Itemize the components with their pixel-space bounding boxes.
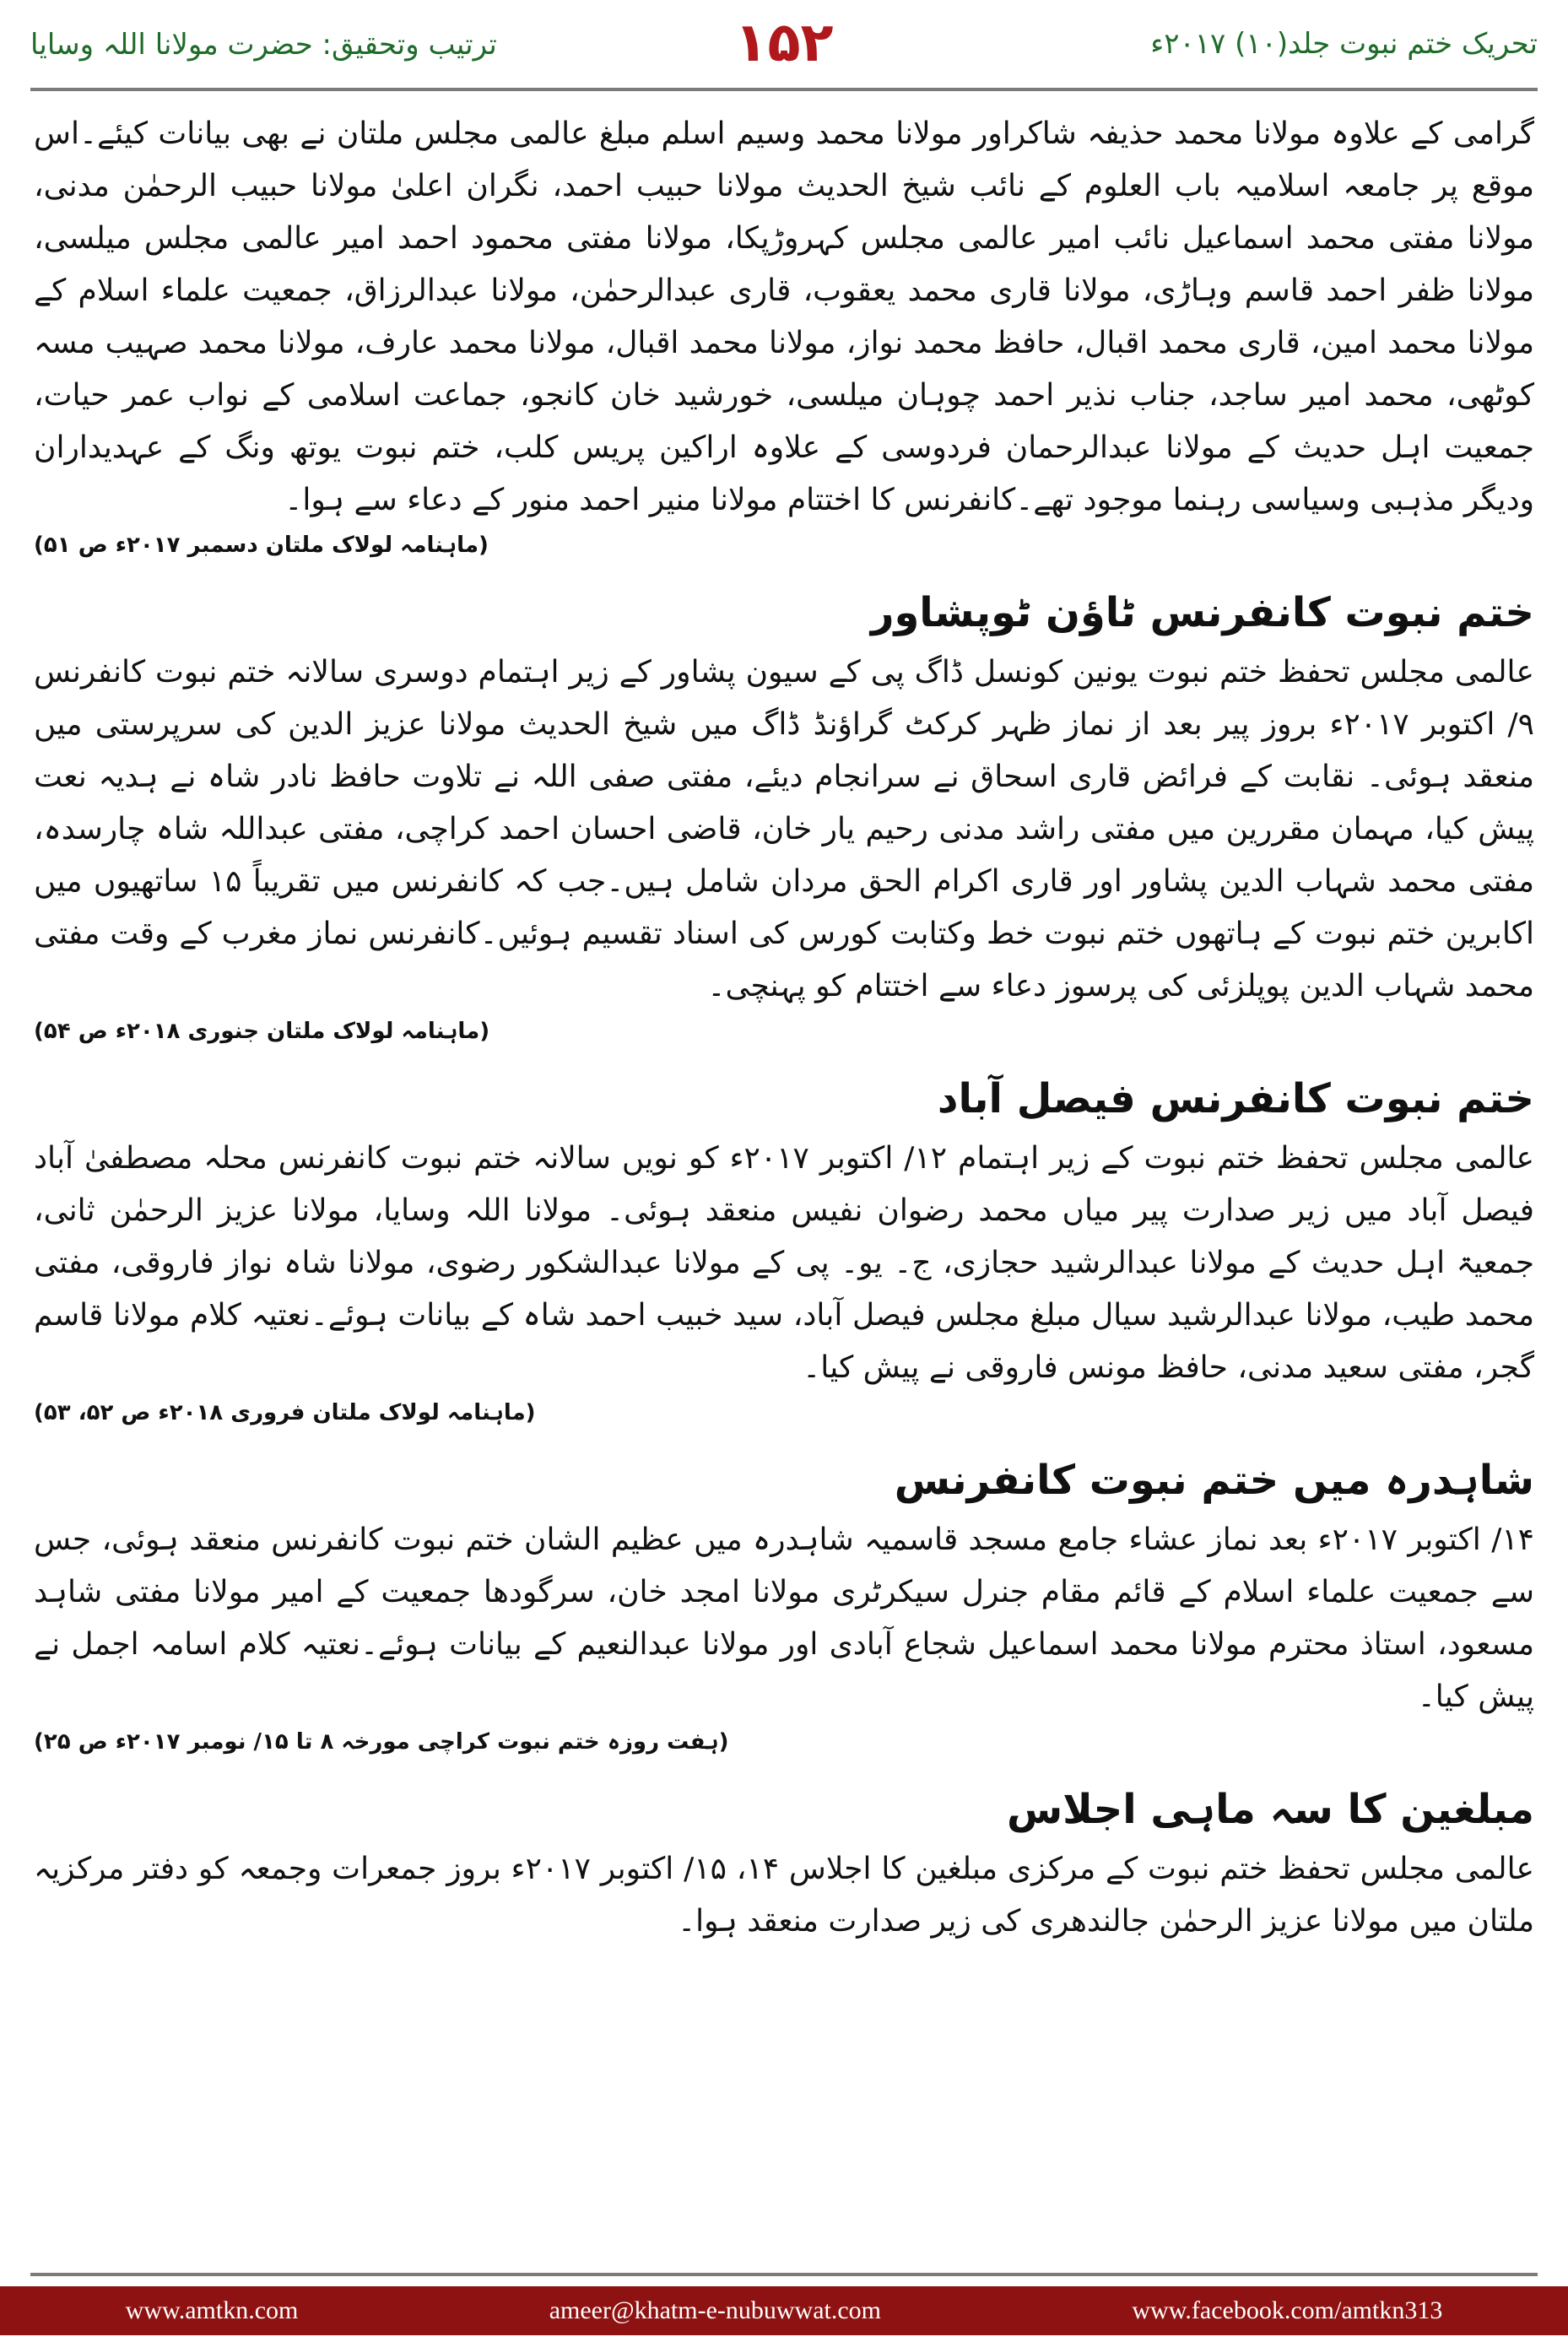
header-divider [30,88,1538,91]
section-shahdara-conference [34,1447,1534,1761]
section-heading: ختم نبوت کانفرنس ٹاؤن ٹوپشاور [870,589,1534,636]
section-heading: ختم نبوت کانفرنس فیصل آباد [937,1075,1534,1122]
footer-facebook-link[interactable]: www.facebook.com/amtkn313 [1132,2296,1443,2324]
source-reference: (ماہنامہ لولاک ملتان فروری ۲۰۱۸ء ص ۵۲، ۵۳) [34,1400,536,1425]
source-reference: (ہفت روزہ ختم نبوت کراچی مورخہ ۸ تا ۱۵/ نومبر ۲۰۱۷ء ص ۲۵) [34,1729,729,1755]
paragraph: عالمی مجلس تحفظ ختم نبوت کے زیر اہتمام ۱۲/ اکتوبر ۲۰۱۷ء کو نویں سالانہ ختم نبوت کانفرنس محلہ مصطفیٰ آباد فیصل آباد میں زیر صدارت پیر میاں محمد رضوان نفیس منعقد ہوئی۔ مولانا اللہ وسایا، مولانا عزیز الرحمٰن ثانی، جمعیۃ اہل حدیث کے مولانا عبدالرشید حجازی، ج۔ یو۔ پی کے مولانا عبدالشکور رضوی، مولانا شاہ نواز فاروقی، مفتی محمد طیب، مولانا عبدالرشید سیال مبلغ مجلس فیصل آباد، سید خبیب احمد شاہ کے بیانات ہوئے۔نعتیہ کلام مولانا قاسم گجر، مفتی سعید مدنی، حافظ مونس فاروقی نے پیش کیا۔ [34,1141,1534,1385]
section-heading: مبلغین کا سہ ماہی اجلاس [1006,1786,1534,1833]
section-heading: شاہدرہ میں ختم نبوت کانفرنس [894,1457,1534,1504]
paragraph: عالمی مجلس تحفظ ختم نبوت کے مرکزی مبلغین کا اجلاس ۱۴، ۱۵/ اکتوبر ۲۰۱۷ء بروز جمعرات وجمعہ کو دفتر مرکزیہ ملتان میں مولانا عزیز الرحمٰن جالندھری کی زیر صدارت منعقد ہوا۔ [34,1852,1535,1939]
section-intro-continuation [34,108,1534,564]
paragraph: گرامی کے علاوہ مولانا محمد حذیفہ شاکراور مولانا محمد وسیم اسلم مبلغ عالمی مجلس ملتان نے بھی بیانات کیئے۔اس موقع پر جامعہ اسلامیہ باب العلوم کے نائب شیخ الحدیث مولانا حبیب احمد، نگران اعلیٰ مولانا حبیب الرحمٰن مدنی، مولانا مفتی محمد اسماعیل نائب امیر عالمی مجلس کہروڑپکا، مولانا مفتی محمود احمد امیر عالمی مجلس میلسی، مولانا ظفر احمد قاسم وہاڑی، مولانا قاری محمد یعقوب، قاری عبدالرحمٰن، مولانا عبدالرزاق، جمعیت علماء اسلام کے مولانا محمد امین، قاری محمد اقبال، حافظ محمد نواز، مولانا محمد اقبال، مولانا محمد عارف، مولانا محمد صہیب مسہ کوٹھی، محمد امیر ساجد، جناب نذیر احمد چوہان میلسی، خورشید خان کانجو، جماعت اسلامی کے نواب عمر حیات، جمعیت اہل حدیث کے مولانا عبدالرحمان فردوسی کے علاوہ اراکین پریس کلب، ختم نبوت یوتھ ونگ کے عہدیداران ودیگر مذہبی وسیاسی رہنما موجود تھے۔کانفرنس کا اختتام مولانا منیر احمد منور کے دعاء سے ہوا۔ [34,116,1534,517]
footer-divider [30,2273,1538,2276]
paragraph: عالمی مجلس تحفظ ختم نبوت یونین کونسل ڈاگ پی کے سیون پشاور کے زیر اہتمام دوسری سالانہ ختم نبوت کانفرنس ۹/ اکتوبر ۲۰۱۷ء بروز پیر بعد از نماز ظہر کرکٹ گراؤنڈ ڈاگ میں شیخ الحدیث مولانا عزیز الدین کی سرپرستی میں منعقد ہوئی۔ نقابت کے فرائض قاری اسحاق نے سرانجام دیئے، مفتی صفی اللہ نے تلاوت حافظ نادر شاہ نے ہدیہ نعت پیش کیا، مہمان مقررین میں مفتی راشد مدنی رحیم یار خان، قاضی احسان احمد کراچی، مفتی عبداللہ شاہ چارسدہ، مفتی محمد شہاب الدین پشاور اور قاری اکرام الحق مردان شامل ہیں۔جب کہ کانفرنس میں تقریباً ۱۵ ساتھیوں میں اکابرین ختم نبوت کے ہاتھوں ختم نبوت خط وکتابت کورس کی اسناد تقسیم ہوئیں۔کانفرنس نماز مغرب کے وقت مفتی محمد شہاب الدین پوپلزئی کی پرسوز دعاء سے اختتام کو پہنچی۔ [34,655,1535,1003]
footer-email-link[interactable]: ameer@khatm-e-nubuwwat.com [549,2296,882,2324]
page-body [34,108,1534,2273]
header-book-title: تحریک ختم نبوت جلد(۱۰) ۲۰۱۷ء [1150,27,1538,61]
section-quarterly-meeting [34,1776,1534,1948]
header-compiler: ترتیب وتحقیق: حضرت مولانا اللہ وسایا [30,28,497,62]
page-header [0,0,1568,101]
footer-website-link[interactable]: www.amtkn.com [125,2296,299,2324]
section-peshawar-conference [34,579,1534,1050]
source-reference: (ماہنامہ لولاک ملتان جنوری ۲۰۱۸ء ص ۵۴) [34,1019,490,1044]
paragraph: ۱۴/ اکتوبر ۲۰۱۷ء بعد نماز عشاء جامع مسجد قاسمیہ شاہدرہ میں عظیم الشان ختم نبوت کانفرنس منعقد ہوئی، جس سے جمعیت علماء اسلام کے قائم مقام جنرل سیکرٹری مولانا امجد خان، سرگودھا جمعیت کے امیر مولانا مفتی شاہد مسعود، استاذ محترم مولانا محمد اسماعیل شجاع آبادی اور مولانا عبدالنعیم کے بیانات ہوئے۔نعتیہ کلام اسامہ اجمل نے پیش کیا۔ [34,1523,1535,1714]
footer-bar [0,2286,1568,2335]
source-reference: (ماہنامہ لولاک ملتان دسمبر ۲۰۱۷ء ص ۵۱) [34,533,489,558]
section-faisalabad-conference [34,1065,1534,1431]
page-number: ۱۵۲ [734,12,834,74]
page-footer [0,2273,1568,2342]
